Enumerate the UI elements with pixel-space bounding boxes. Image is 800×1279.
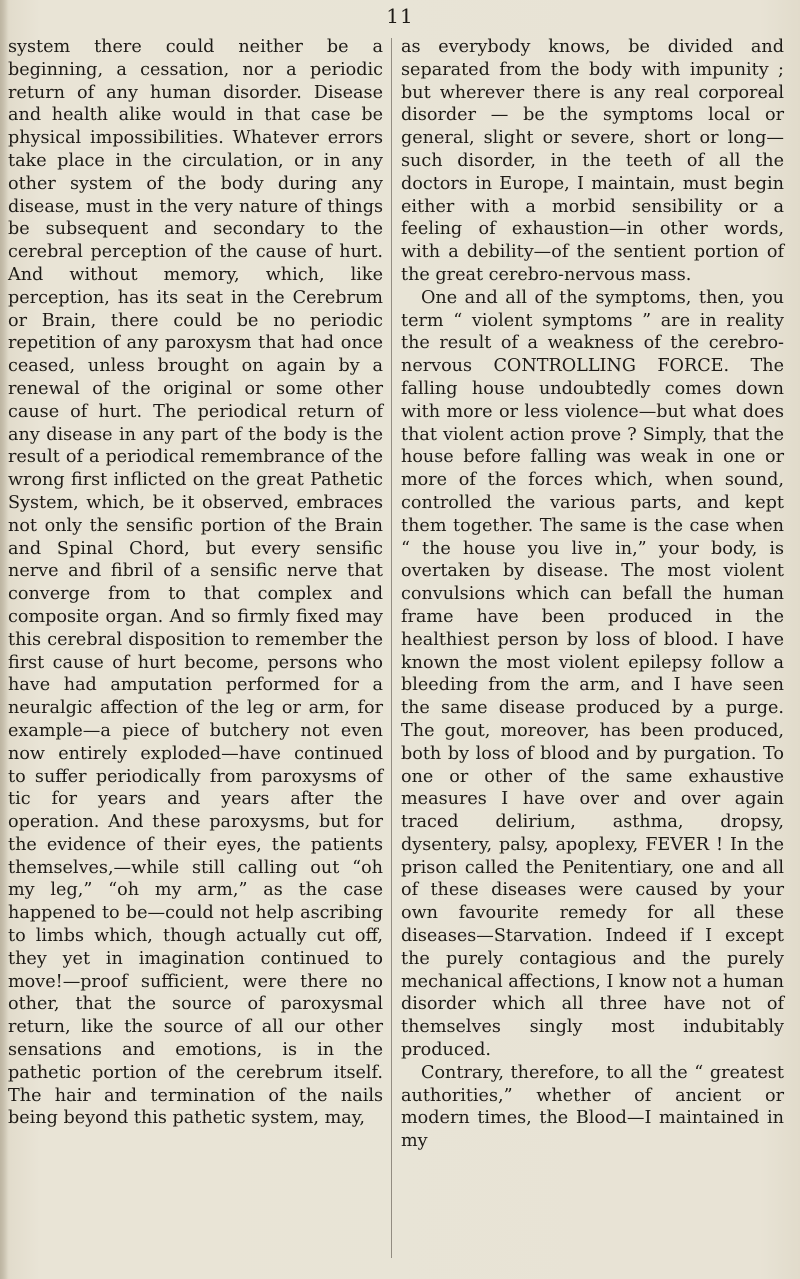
column-divider	[391, 38, 392, 1258]
left-column	[8, 36, 383, 1130]
left-paragraph-1: system there could neither be a beginning, a cessation, nor a periodic return of any human disorder. Disease and health alike would in that case be physical impossibilities. Whatever errors take place in the circulation, or in any other system of the body during any disease, must in the very nature of things be subsequent and secondary to the cerebral perception of the cause of hurt. And without memory, which, like perception, has its seat in the Cerebrum or Brain, there could be no periodic repetition of any paroxysm that had once ceased, unless brought on again by a renewal of the original or some other cause of hurt. The periodical return of any disease in any part of the body is the result of a periodical remembrance of the wrong first inflicted on the great Pathetic System, which, be it observed, embraces not only the sensific portion of the Brain and Spinal Chord, but every sensific nerve and fibril of a sensific nerve that converge from to that complex and composite organ. And so firmly fixed may this cerebral disposition to remember the first cause of hurt become, persons who have had amputation performed for a neuralgic affection of the leg or arm, for example—a piece of butchery not even now entirely exploded—have continued to suffer periodically from paroxysms of tic for years and years after the operation. And these paroxysms, but for the evidence of their eyes, the patients themselves,—while still calling out “oh my leg,” “oh my arm,” as the case happened to be—could not help ascribing to limbs which, though actually cut off, they yet in imagination continued to move!—proof sufficient, were there no other, that the source of paroxysmal return, like the source of all our other sensations and emotions, is in the pathetic portion of the cerebrum itself. The hair and termination of the nails being beyond this pathetic system, may,	[8, 37, 383, 1129]
right-column	[401, 36, 784, 1153]
right-paragraph-2: One and all of the symptoms, then, you term “ violent symptoms ” are in reality the result of a weakness of the cerebro-nervous CONTROLLING FORCE. The falling house undoubtedly comes down with more or less violence—but what does that violent action prove ? Simply, that the house before falling was weak in one or more of the forces which, when sound, controlled the various parts, and kept them together. The same is the case when “ the house you live in,” your body, is overtaken by disease. The most violent convulsions which can befall the human frame have been produced in the healthiest person by loss of blood. I have known the most violent epilepsy follow a bleeding from the arm, and I have seen the same disease produced by a purge. The gout, moreover, has been produced, both by loss of blood and by purgation. To one or other of the same exhaustive measures I have over and over again traced delirium, asthma, dropsy, dysentery, palsy, apoplexy, FEVER ! In the prison called the Penitentiary, one and all of these diseases were caused by your own favourite remedy for all these diseases—Starvation. Indeed if I except the purely contagious and the purely mechanical affections, I know not a human disorder which all three have not of themselves singly most indubitably produced.	[401, 287, 784, 1061]
right-paragraph-3: Contrary, therefore, to all the “ greatest authorities,” whether of ancient or modern times, the Blood—I maintained in my	[401, 1062, 784, 1152]
page-binding-edge	[0, 0, 8, 1279]
page-number: 11	[386, 4, 414, 28]
right-paragraph-1: as everybody knows, be divided and separated from the body with impunity ; but wherever there is any real corporeal disorder — be the symptoms local or general, slight or severe, short or long—such disorder, in the teeth of all the doctors in Europe, I maintain, must begin either with a morbid sensibility or a feeling of exhaustion—in other words, with a debility—of the sentient portion of the great cerebro-nervous mass.	[401, 37, 784, 285]
